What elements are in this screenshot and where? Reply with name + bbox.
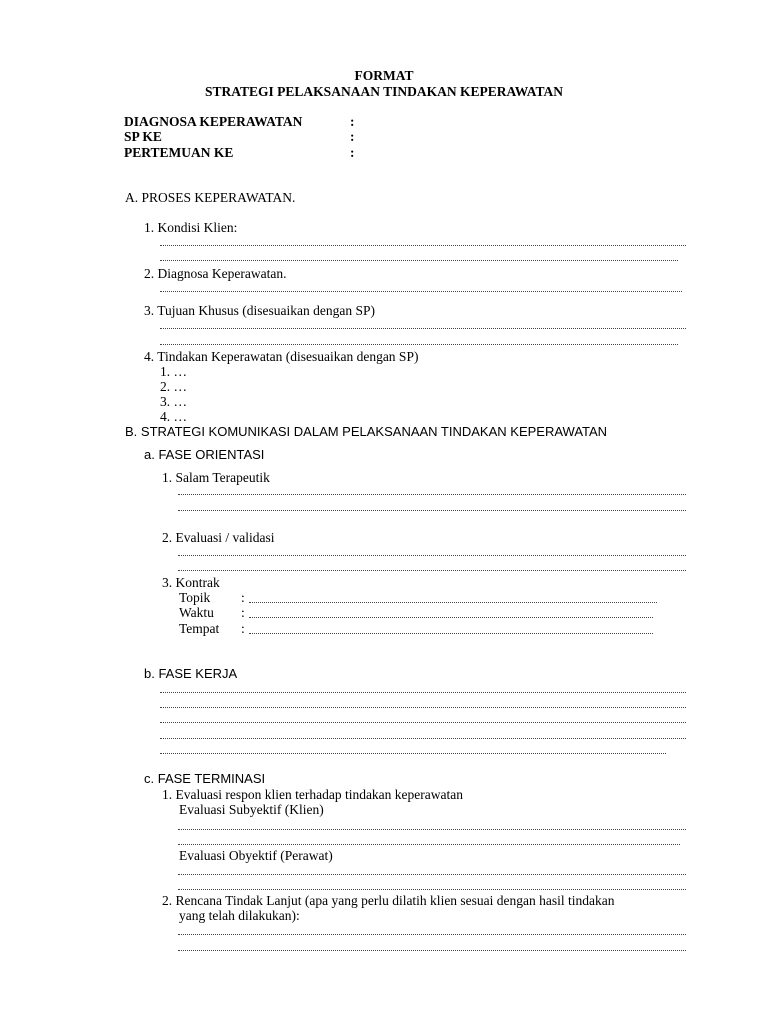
- section-b-title: B. STRATEGI KOMUNIKASI DALAM PELAKSANAAN TINDAKAN KEPERAWATAN: [125, 424, 608, 439]
- rencana-tindak-lanjut-cont: yang telah dilakukan):: [179, 908, 300, 923]
- evaluasi-respon-label: 1. Evaluasi respon klien terhadap tindakan keperawatan: [162, 787, 464, 802]
- tujuan-khusus-label: 3. Tujuan Khusus (disesuaikan dengan SP): [144, 303, 376, 318]
- dotted-line: [178, 874, 686, 875]
- dotted-line: [249, 633, 653, 634]
- kondisi-klien-label: 1. Kondisi Klien:: [144, 220, 238, 235]
- topik-label: Topik: [179, 590, 211, 605]
- dotted-line: [178, 889, 686, 890]
- dotted-line: [160, 692, 686, 693]
- fase-orientasi-title: a. FASE ORIENTASI: [144, 447, 265, 462]
- dotted-line: [160, 245, 686, 246]
- dotted-line: [178, 950, 686, 951]
- fase-kerja-title: b. FASE KERJA: [144, 666, 238, 681]
- dotted-line: [160, 328, 686, 329]
- evaluasi-validasi-label: 2. Evaluasi / validasi: [162, 530, 275, 545]
- field-pertemuan-label: PERTEMUAN KE: [124, 145, 234, 160]
- tindakan-item: 1. …: [160, 364, 187, 379]
- tempat-label: Tempat: [179, 621, 220, 636]
- field-diagnosa-colon: :: [350, 114, 355, 129]
- tindakan-label: 4. Tindakan Keperawatan (disesuaikan dengan SP): [144, 349, 419, 364]
- rencana-tindak-lanjut-label: 2. Rencana Tindak Lanjut (apa yang perlu dilatih klien sesuai dengan hasil tindakan: [162, 893, 615, 908]
- tindakan-item: 2. …: [160, 379, 187, 394]
- dotted-line: [160, 291, 682, 292]
- waktu-label: Waktu: [179, 605, 214, 620]
- dotted-line: [249, 617, 653, 618]
- dotted-line: [160, 722, 686, 723]
- dotted-line: [160, 260, 678, 261]
- dotted-line: [178, 570, 686, 571]
- dotted-line: [160, 738, 686, 739]
- evaluasi-subyektif-label: Evaluasi Subyektif (Klien): [179, 802, 324, 817]
- dotted-line: [178, 555, 686, 556]
- dotted-line: [160, 753, 666, 754]
- doc-subtitle: STRATEGI PELAKSANAAN TINDAKAN KEPERAWATAN: [205, 84, 563, 99]
- dotted-line: [178, 844, 680, 845]
- salam-terapeutik-label: 1. Salam Terapeutik: [162, 470, 270, 485]
- dotted-line: [178, 829, 686, 830]
- dotted-line: [178, 494, 686, 495]
- tempat-colon: :: [241, 621, 245, 636]
- field-diagnosa-label: DIAGNOSA KEPERAWATAN: [124, 114, 303, 129]
- evaluasi-obyektif-label: Evaluasi Obyektif (Perawat): [179, 848, 333, 863]
- dotted-line: [249, 602, 657, 603]
- tindakan-item: 3. …: [160, 394, 187, 409]
- field-pertemuan-colon: :: [350, 145, 355, 160]
- topik-colon: :: [241, 590, 245, 605]
- fase-terminasi-title: c. FASE TERMINASI: [144, 771, 266, 786]
- dotted-line: [160, 707, 686, 708]
- diagnosa-label: 2. Diagnosa Keperawatan.: [144, 266, 287, 281]
- section-a-title: A. PROSES KEPERAWATAN.: [125, 190, 296, 205]
- field-sp-colon: :: [350, 129, 355, 144]
- dotted-line: [178, 510, 686, 511]
- doc-title: FORMAT: [354, 68, 414, 83]
- kontrak-label: 3. Kontrak: [162, 575, 220, 590]
- dotted-line: [178, 934, 686, 935]
- tindakan-item: 4. …: [160, 409, 187, 424]
- waktu-colon: :: [241, 605, 245, 620]
- field-sp-label: SP KE: [124, 129, 162, 144]
- dotted-line: [160, 344, 678, 345]
